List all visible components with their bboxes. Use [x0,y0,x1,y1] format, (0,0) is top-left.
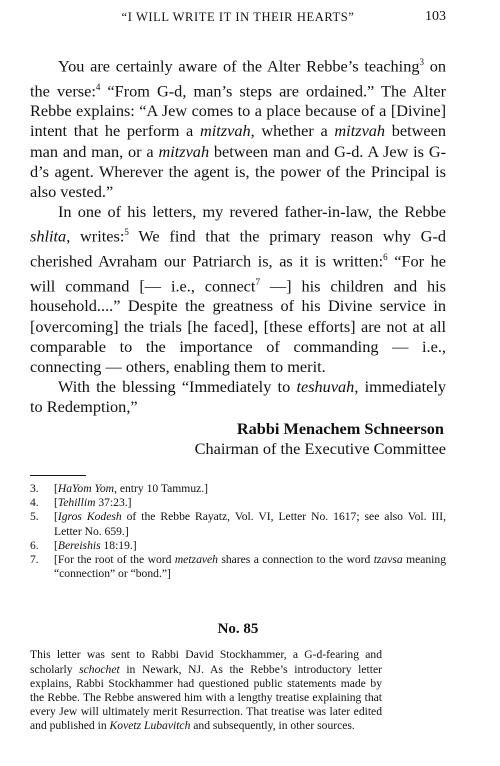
text-run: 37:23.] [95,496,132,510]
text-run: [ [54,496,58,510]
italic-term: mitzvah [199,121,251,141]
footnote-number: 6. [30,538,39,552]
italic-term: Igros Kodesh [57,510,122,524]
text-run: of the Rebbe Rayatz, Vol. VI, Letter No. 1617; see also Vol. III, Letter No. 659.] [54,510,446,538]
text-run: in Newark, NJ. As the Rebbe’s introductory letter explains, Rabbi Stockhammer had questioned public statements made by the Rebbe. The Rebbe answered him with a lengthy treatise explaining that every Jew will ultimately merit Resurrection. That treatise was later edited and published in [30,662,382,733]
footnote-text [54,510,446,538]
text-run: , entry 10 Tammuz.] [114,481,209,495]
footnote-ref-3: 3 [419,57,424,67]
footnote-ref-4: 4 [95,81,101,92]
footnote-ref-7: 7 [255,276,260,287]
footnote-4 [30,496,446,510]
text-run: , immediately to Redemption,” [30,377,447,417]
italic-term: mitzvah [334,121,386,141]
text-run: You are certainly aware of the Alter Rebbe’s teaching [58,56,420,76]
text-run: In one of his letters, my revered father-in-law, the Rebbe [58,202,446,222]
signature-block [30,419,446,459]
text-run: between man and man, or a [30,121,447,161]
text-run: With the blessing “Immediately to [58,377,297,397]
footnote-ref-6: 6 [383,252,388,263]
text-run: “For he will command [— i.e., connect [30,251,447,296]
paragraph-3 [30,377,446,417]
paragraph-1 [30,52,446,202]
book-page [30,8,446,734]
text-run: “From G-d, man’s steps are ordained.” The Alter Rebbe explains: “A Jew comes to a place because of a [Divine] intent that he perform a [30,81,446,141]
text-run: 18:19.] [100,538,137,552]
text-run: We find that the primary reason why G-d cherished Avraham our Patriarch is, as it is written: [30,226,447,271]
italic-term: tzavsa [373,552,403,566]
italic-term: Kovetz Lubavitch [109,719,191,733]
text-run: , whether a [250,121,335,141]
footnote-number: 5. [30,510,39,524]
italic-term: mitzvah [158,141,210,161]
footnote-number: 4. [30,496,39,510]
footnote-6 [30,539,446,553]
page-number: 103 [425,9,446,24]
italic-term: HaYom Yom [57,481,115,495]
text-run: between man and G-d. A Jew is G-d’s agent. Wherever the agent is, the power of the Principal is also vested.” [30,141,446,202]
footnote-text [54,539,446,553]
letter-body [30,52,446,418]
paragraph-2 [30,202,446,377]
text-run: [ [54,510,58,524]
signature-title: Chairman of the Executive Committee [194,438,446,458]
footnote-3 [30,482,446,496]
text-run: meaning “connection” or “bond.”] [54,552,446,581]
footnote-text [54,482,446,496]
text-run: shares a connection to the word [217,552,374,566]
text-run: on the verse: [30,56,447,101]
text-run: [ [54,538,58,552]
running-title: “I WILL WRITE IT IN THEIR HEARTS” [121,10,355,24]
text-run: [ [54,481,58,495]
footnote-number: 3. [30,481,39,495]
text-run: , writes: [66,226,125,246]
running-header [30,8,446,30]
text-run: —] his children and his household....” Despite the greatness of his Divine service in [overcoming] the trials [he faced], [these efforts] are not at all comparable to the importance of commanding — i.e., connecting — others, enabling them to merit. [30,276,447,376]
italic-term: shlita [30,226,67,246]
footnote-text [54,496,446,510]
footnote-text [54,553,446,581]
footnote-5 [30,510,446,538]
footnote-ref-5: 5 [124,227,129,238]
italic-term: Bereishis [57,538,101,552]
letter-introduction [30,648,382,733]
text-run: This letter was sent to Rabbi David Stockhammer, a G-d-fearing and scholarly [30,648,382,676]
footnote-divider [30,475,86,476]
italic-term: schochet [79,662,120,676]
italic-term: teshuvah [296,377,355,397]
italic-term: Tehillim [57,496,96,510]
footnotes [30,482,446,581]
footnote-7 [30,553,446,581]
signature-name: Rabbi Menachem Schneerson [236,418,444,438]
text-run: and subsequently, in other sources. [190,719,355,733]
italic-term: metzaveh [174,552,218,566]
letter-number-heading: No. 85 [217,621,259,638]
footnote-number: 7. [30,552,39,566]
text-run: [For the root of the word [54,552,175,566]
